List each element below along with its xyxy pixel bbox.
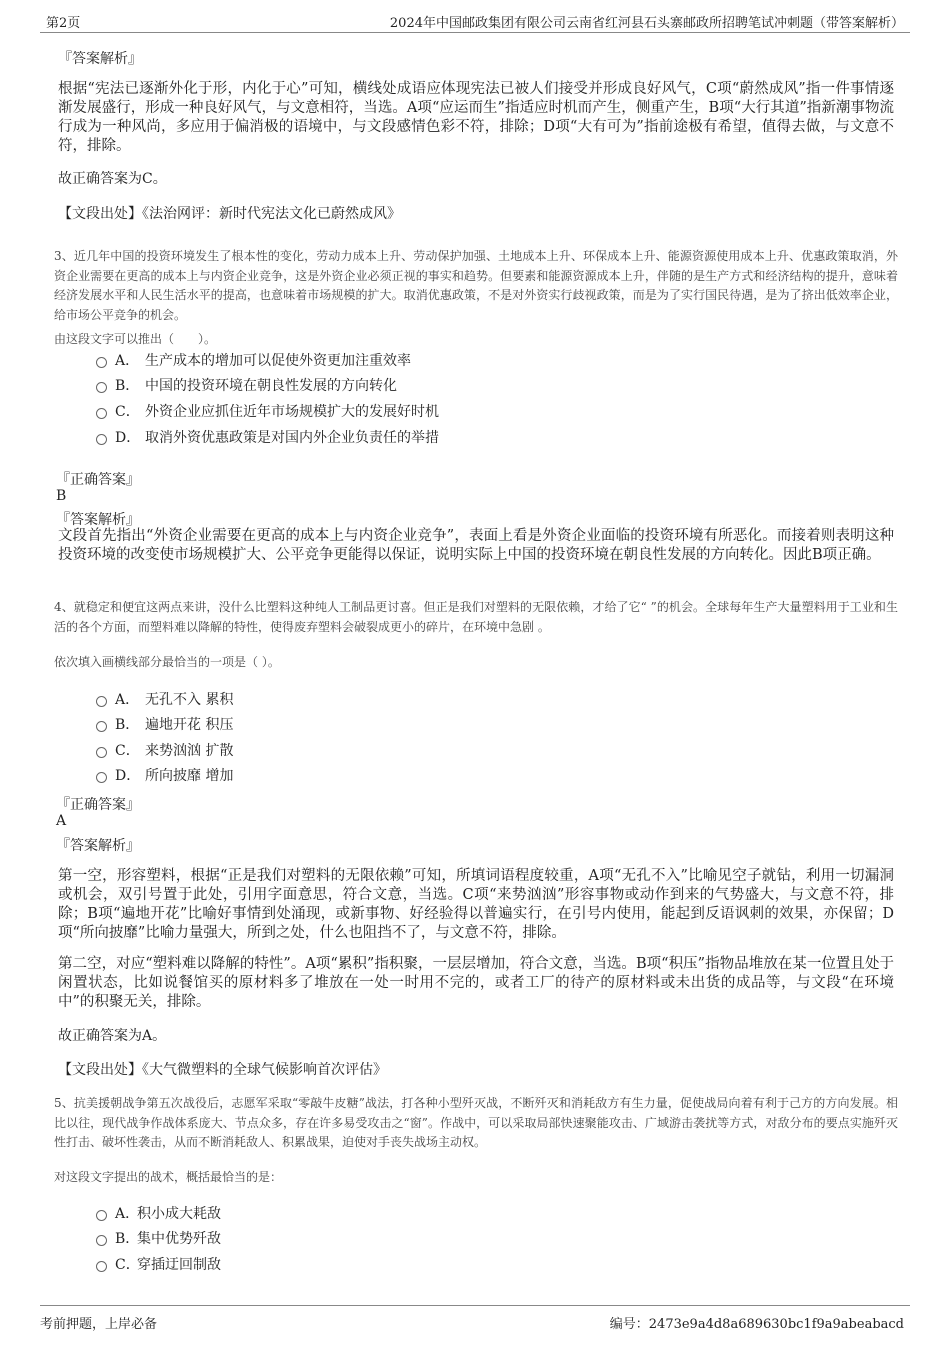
q3-option-a[interactable] [96, 350, 411, 370]
q4-option-a[interactable] [96, 689, 233, 709]
option-letter: B． [115, 1231, 140, 1247]
q5-option-b[interactable] [96, 1228, 221, 1248]
q4-question-text: 4、就稳定和便宜这两点来讲，没什么比塑料这种纯人工制品更讨喜。但正是我们对塑料的无限依赖，才给了它“ ”的机会。全球每年生产大量塑料用于工业和生活的各个方面，而塑料难以降解的特性，使得废弃塑料会破裂成更小的碎片，在环境中急剧 。 [54, 600, 898, 634]
header-divider [40, 32, 910, 33]
q5-option-c[interactable] [96, 1254, 221, 1274]
q4-prompt: 依次填入画横线部分最恰当的一项是（ ）。 [54, 655, 280, 669]
q4-answer-label: 『正确答案』 [56, 797, 140, 813]
option-text: 来势汹汹 扩散 [145, 743, 234, 759]
radio-icon[interactable] [96, 1235, 107, 1246]
q4-conclusion: 故正确答案为A。 [58, 1028, 167, 1044]
option-letter: C． [115, 743, 140, 759]
option-text: 集中优势歼敌 [137, 1231, 221, 1247]
footer-divider [40, 1305, 910, 1306]
q3-option-d[interactable] [96, 427, 439, 447]
q2-conclusion: 故正确答案为C。 [58, 171, 167, 187]
q4-analysis-first: 第一空，形容塑料，根据“正是我们对塑料的无限依赖”可知，所填词语程度较重，A项“无孔不入”比喻见空子就钻，利用一切漏洞或机会，双引号置于此处，引用字面意思，符合文意，当选。C项“来势汹汹”形容事物或动作到来的气势盛大，与文意不符，排除；B项“遍地开花”比喻好事情到处涌现，或新事物、好经验得以普遍实行，在引号内使用，能起到反语讽刺的效果，亦保留；D项“所向披靡”比喻力量强大，所到之处，什么也阻挡不了，与文意不符，排除。 [58, 868, 894, 941]
radio-icon[interactable] [96, 382, 107, 393]
document-id: 编号：2473e9a4d8a689630bc1f9a9abeabacd [609, 1317, 904, 1332]
option-text: 生产成本的增加可以促使外资更加注重效率 [145, 353, 411, 369]
option-letter: D． [115, 768, 141, 784]
option-letter: A． [115, 692, 140, 708]
radio-icon[interactable] [96, 747, 107, 758]
option-letter: B． [115, 378, 140, 394]
option-letter: B． [115, 717, 140, 733]
q3-prompt: 由这段文字可以推出（ ）。 [54, 332, 217, 346]
radio-icon[interactable] [96, 772, 107, 783]
radio-icon[interactable] [96, 696, 107, 707]
q5-question-text: 5、抗美援朝战争第五次战役后，志愿军采取“零敲牛皮糖”战法，打各种小型歼灭战，不断歼灭和消耗敌方有生力量，促使战局向着有利于己方的方向发展。相比以往，现代战争作战体系庞大、节点众多，存在许多易受攻击之“窗”。作战中，可以采取局部快速聚能攻击、广域游击袭扰等方式，对敌分布的要点实施歼灭性打击、破坏性袭击，从而不断消耗敌人、积累战果，迫使对手丧失战场主动权。 [54, 1096, 898, 1149]
q3-analysis-label: 『答案解析』 [56, 512, 140, 528]
radio-icon[interactable] [96, 434, 107, 445]
q2-analysis: 根据“宪法已逐渐外化于形，内化于心”可知，横线处成语应体现宪法已被人们接受并形成良好风气，C项“蔚然成风”指一件事情逐渐发展盛行，形成一种良好风气，与文意相符，当选。A项“应运而生”指适应时机而产生，侧重产生，B项“大行其道”指新潮事物流行成为一种风尚，多应用于偏消极的语境中，与文段感情色彩不符，排除；D项“大有可为”指前途极有希望，值得去做，与文意不符，排除。 [58, 81, 894, 154]
option-text: 中国的投资环境在朝良性发展的方向转化 [145, 378, 397, 394]
q4-answer: A [56, 813, 67, 829]
radio-icon[interactable] [96, 721, 107, 732]
radio-icon[interactable] [96, 1261, 107, 1272]
option-letter: C． [115, 404, 140, 420]
radio-icon[interactable] [96, 357, 107, 368]
q5-prompt: 对这段文字提出的战术，概括最恰当的是： [54, 1170, 283, 1184]
option-text: 外资企业应抓住近年市场规模扩大的发展好时机 [145, 404, 439, 420]
radio-icon[interactable] [96, 408, 107, 419]
q3-option-c[interactable] [96, 401, 439, 421]
option-text: 取消外资优惠政策是对国内外企业负责任的举措 [145, 430, 439, 446]
q4-option-b[interactable] [96, 714, 233, 734]
q4-option-c[interactable] [96, 740, 233, 760]
document-title: 2024年中国邮政集团有限公司云南省红河县石头寨邮政所招聘笔试冲刺题（带答案解析） [389, 16, 904, 31]
option-letter: C． [115, 1257, 140, 1273]
radio-icon[interactable] [96, 1210, 107, 1221]
q4-analysis-label: 『答案解析』 [56, 838, 140, 854]
q4-option-d[interactable] [96, 765, 233, 785]
option-letter: A． [115, 1206, 140, 1222]
q2-source: 【文段出处】《法治网评：新时代宪法文化已蔚然成风》 [58, 206, 401, 222]
q3-option-b[interactable] [96, 375, 397, 395]
q4-source: 【文段出处】《大气微塑料的全球气候影响首次评估》 [58, 1062, 387, 1078]
footer-slogan: 考前押题，上岸必备 [40, 1317, 158, 1332]
option-text: 所向披靡 增加 [145, 768, 234, 784]
page-number: 第2页 [46, 16, 81, 31]
option-text: 积小成大耗敌 [137, 1206, 221, 1222]
option-letter: A． [115, 353, 140, 369]
q3-question-text: 3、近几年中国的投资环境发生了根本性的变化，劳动力成本上升、劳动保护加强、土地成本上升、环保成本上升、能源资源使用成本上升、优惠政策取消，外资企业需要在更高的成本上与内资企业竞争，这是外资企业必须正视的事实和趋势。但要素和能源资源成本上升，伴随的是生产方式和经济结构的提升，意味着经济发展水平和人民生活水平的提高，也意味着市场规模的扩大。取消优惠政策，不是对外资实行歧视政策，而是为了实行国民待遇，是为了挤出低效率企业，给市场公平竞争的机会。 [54, 249, 898, 322]
option-text: 无孔不入 累积 [145, 692, 234, 708]
q2-analysis-label: 『答案解析』 [58, 51, 142, 67]
option-text: 穿插迂回制敌 [137, 1257, 221, 1273]
q5-option-a[interactable] [96, 1203, 221, 1223]
option-text: 遍地开花 积压 [145, 717, 234, 733]
q3-answer: B [56, 488, 67, 504]
q4-analysis-second: 第二空，对应“塑料难以降解的特性”。A项“累积”指积聚，一层层增加，符合文意，当选。B项“积压”指物品堆放在某一位置且处于闲置状态，比如说餐馆买的原材料多了堆放在一处一时用不完的，或者工厂的待产的原材料或未出货的成品等，与文段“在环境中”的积聚无关，排除。 [58, 956, 894, 1010]
q3-answer-label: 『正确答案』 [56, 472, 140, 488]
q3-analysis: 文段首先指出“外资企业需要在更高的成本上与内资企业竞争”，表面上看是外资企业面临的投资环境有所恶化。而接着则表明这种投资环境的改变使市场规模扩大、公平竞争更能得以保证，说明实际上中国的投资环境在朝良性发展的方向转化。因此B项正确。 [58, 528, 894, 563]
option-letter: D． [115, 430, 141, 446]
